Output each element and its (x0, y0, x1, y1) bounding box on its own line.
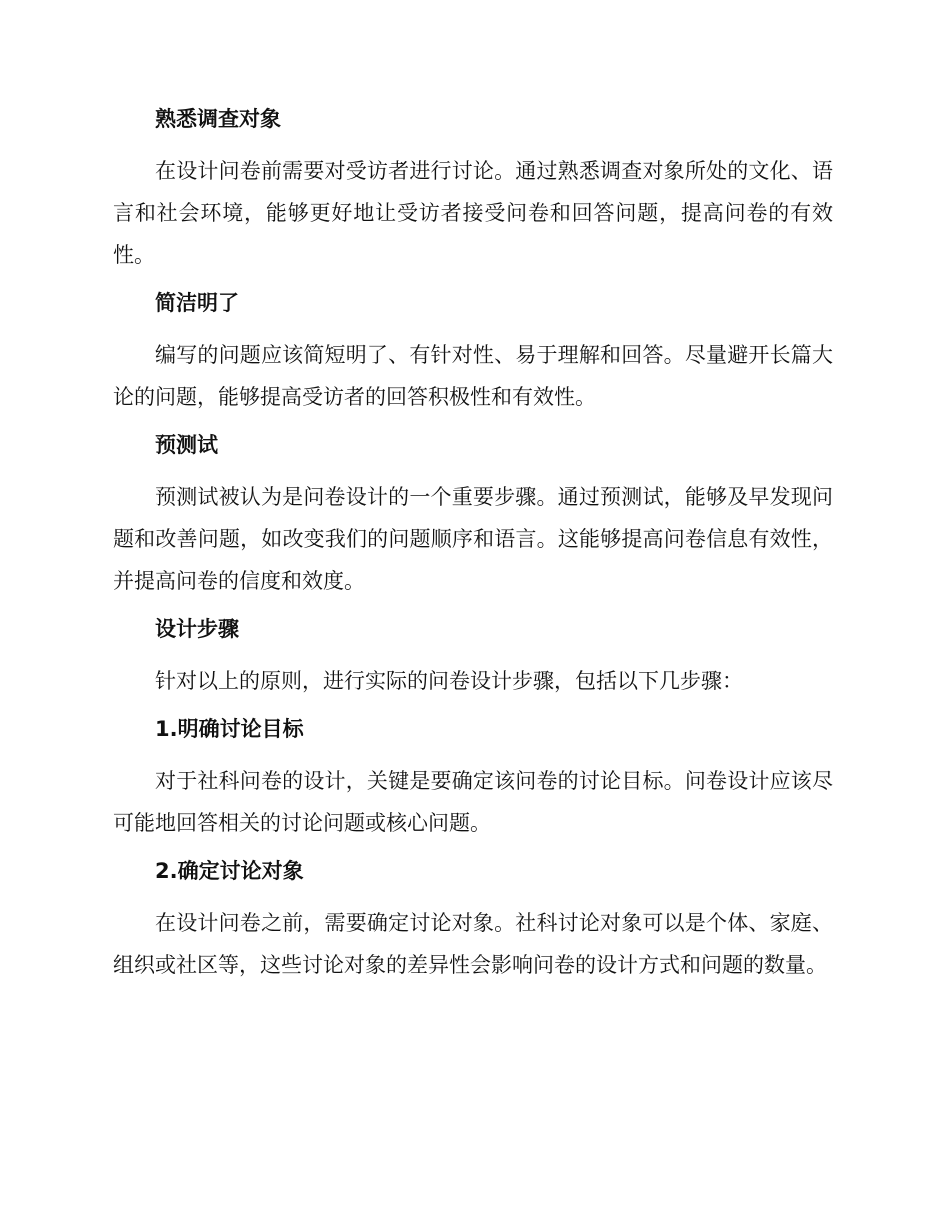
section-paragraph: 编写的问题应该简短明了、有针对性、易于理解和回答。尽量避开长篇大论的问题，能够提高受访者的回答积极性和有效性。 (113, 343, 833, 409)
section-paragraph: 预测试被认为是问卷设计的一个重要步骤。通过预测试，能够及早发现问题和改善问题，如改变我们的问题顺序和语言。这能够提高问卷信息有效性，并提高问卷的信度和效度。 (113, 485, 833, 593)
section-heading: 熟悉调查对象 (155, 107, 281, 131)
section-heading: 预测试 (155, 433, 218, 457)
section-heading: 2.确定讨论对象 (155, 859, 304, 883)
section-heading: 设计步骤 (155, 617, 239, 641)
section-heading: 简洁明了 (155, 291, 239, 315)
section-paragraph: 对于社科问卷的设计，关键是要确定该问卷的讨论目标。问卷设计应该尽可能地回答相关的讨论问题或核心问题。 (113, 769, 833, 835)
section-heading: 1.明确讨论目标 (155, 717, 304, 741)
section-paragraph: 在设计问卷前需要对受访者进行讨论。通过熟悉调查对象所处的文化、语言和社会环境，能够更好地让受访者接受问卷和回答问题，提高问卷的有效性。 (113, 159, 833, 267)
document-body (113, 104, 833, 998)
section-paragraph: 在设计问卷之前，需要确定讨论对象。社科讨论对象可以是个体、家庭、组织或社区等，这些讨论对象的差异性会影响问卷的设计方式和问题的数量。 (113, 911, 833, 977)
section-paragraph: 针对以上的原则，进行实际的问卷设计步骤，包括以下几步骤： (155, 669, 743, 693)
